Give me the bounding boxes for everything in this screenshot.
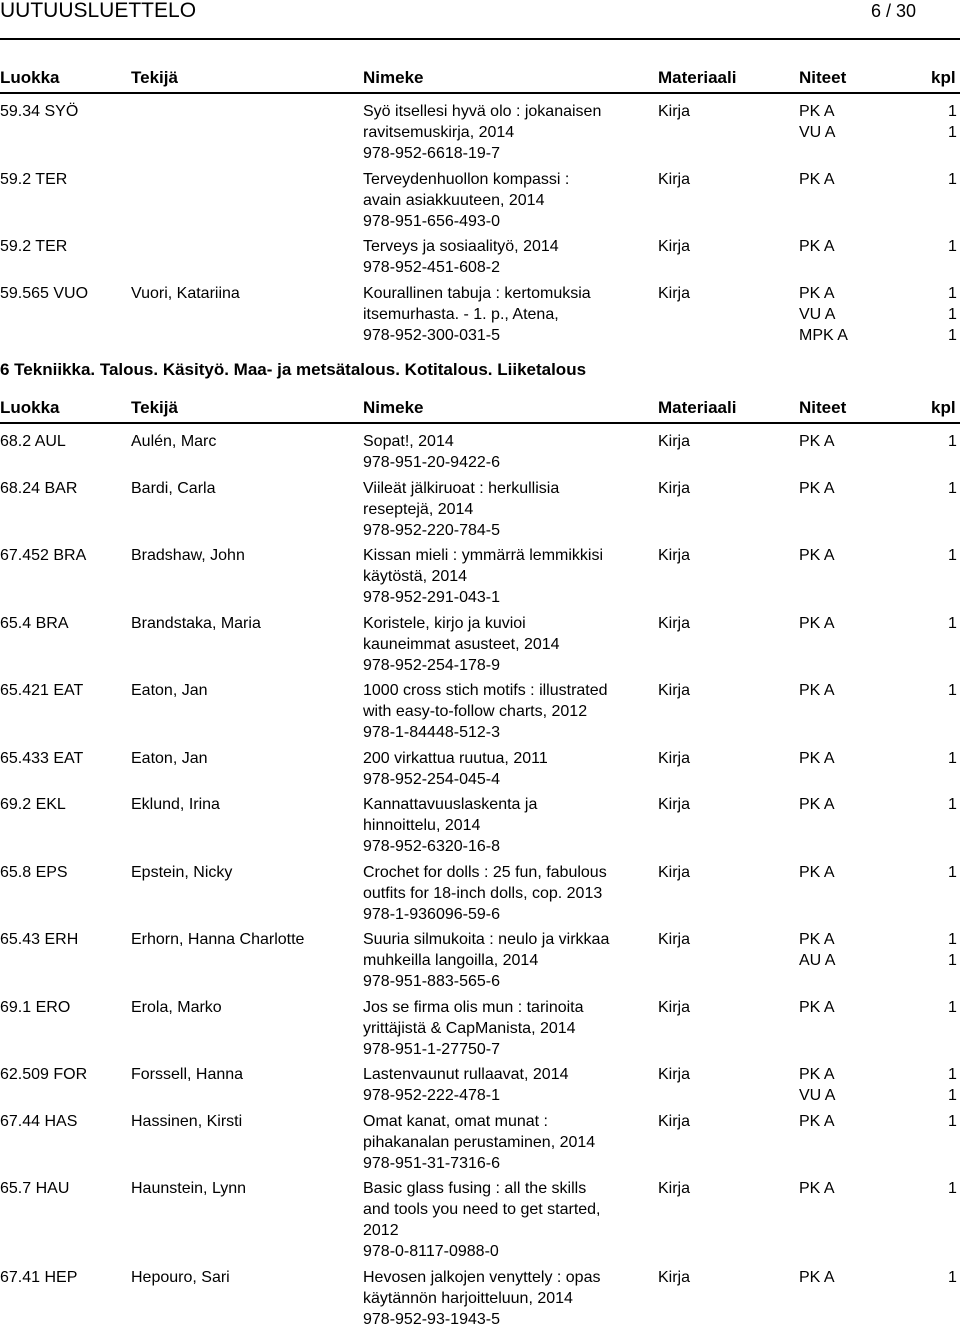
table-row bbox=[0, 613, 960, 681]
nimeke-line: Kannattavuuslaskenta ja bbox=[363, 794, 653, 815]
table-row bbox=[0, 478, 960, 546]
niteet-line: PK A bbox=[799, 283, 848, 304]
table-row bbox=[0, 1064, 960, 1111]
nimeke-line: 978-0-8117-0988-0 bbox=[363, 1241, 653, 1262]
tekija-cell: Bardi, Carla bbox=[131, 478, 215, 499]
nimeke-line: 978-952-291-043-1 bbox=[363, 587, 653, 608]
nimeke-line: 978-951-1-27750-7 bbox=[363, 1039, 653, 1060]
nimeke-line: hinnoittelu, 2014 bbox=[363, 815, 653, 836]
column-header bbox=[0, 67, 960, 89]
nimeke-line: 978-952-6618-19-7 bbox=[363, 143, 653, 164]
kpl-cell bbox=[948, 929, 957, 971]
kpl-line: 1 bbox=[948, 862, 957, 883]
kpl-cell bbox=[948, 431, 957, 452]
tekija-cell: Forssell, Hanna bbox=[131, 1064, 243, 1085]
niteet-line: PK A bbox=[799, 431, 835, 452]
kpl-line: 1 bbox=[948, 236, 957, 257]
niteet-line: PK A bbox=[799, 169, 835, 190]
tekija-cell: Vuori, Katariina bbox=[131, 283, 240, 304]
nimeke-line: with easy-to-follow charts, 2012 bbox=[363, 701, 653, 722]
tekija-cell: Erhorn, Hanna Charlotte bbox=[131, 929, 304, 950]
kpl-line: 1 bbox=[948, 1111, 957, 1132]
nimeke-line: 978-951-20-9422-6 bbox=[363, 452, 653, 473]
luokka-cell: 62.509 FOR bbox=[0, 1064, 87, 1085]
tekija-cell: Bradshaw, John bbox=[131, 545, 245, 566]
luokka-cell: 65.4 BRA bbox=[0, 613, 68, 634]
materiaali-cell: Kirja bbox=[658, 236, 690, 257]
materiaali-cell: Kirja bbox=[658, 794, 690, 815]
kpl-cell bbox=[948, 1064, 957, 1106]
kpl-line: 1 bbox=[948, 1064, 957, 1085]
kpl-line: 1 bbox=[948, 478, 957, 499]
nimeke-line: ravitsemuskirja, 2014 bbox=[363, 122, 653, 143]
niteet-line: PK A bbox=[799, 794, 835, 815]
niteet-cell bbox=[799, 997, 835, 1018]
niteet-cell bbox=[799, 101, 835, 143]
luokka-cell: 67.452 BRA bbox=[0, 545, 86, 566]
nimeke-cell bbox=[363, 545, 653, 608]
nimeke-line: 978-952-222-478-1 bbox=[363, 1085, 653, 1106]
niteet-line: PK A bbox=[799, 1267, 835, 1288]
nimeke-line: 978-951-883-565-6 bbox=[363, 971, 653, 992]
tekija-cell: Eklund, Irina bbox=[131, 794, 220, 815]
kpl-line: 1 bbox=[948, 794, 957, 815]
nimeke-line: Omat kanat, omat munat : bbox=[363, 1111, 653, 1132]
niteet-cell bbox=[799, 794, 835, 815]
col-tekija: Tekijä bbox=[131, 67, 178, 89]
nimeke-cell bbox=[363, 1064, 653, 1106]
kpl-line: 1 bbox=[948, 748, 957, 769]
niteet-line: PK A bbox=[799, 101, 835, 122]
materiaali-cell: Kirja bbox=[658, 101, 690, 122]
kpl-line: 1 bbox=[948, 122, 957, 143]
table-row bbox=[0, 680, 960, 748]
niteet-line: VU A bbox=[799, 122, 835, 143]
nimeke-line: Basic glass fusing : all the skills bbox=[363, 1178, 653, 1199]
niteet-line: VU A bbox=[799, 1085, 835, 1106]
luokka-cell: 59.2 TER bbox=[0, 236, 67, 257]
col-niteet: Niteet bbox=[799, 397, 846, 419]
niteet-line: PK A bbox=[799, 997, 835, 1018]
niteet-cell bbox=[799, 862, 835, 883]
table-row bbox=[0, 169, 960, 237]
section-1-rows bbox=[0, 101, 960, 350]
nimeke-line: Suuria silmukoita : neulo ja virkkaa bbox=[363, 929, 653, 950]
nimeke-line: käytännön harjoitteluun, 2014 bbox=[363, 1288, 653, 1309]
niteet-cell bbox=[799, 1267, 835, 1288]
nimeke-line: 978-952-93-1943-5 bbox=[363, 1309, 653, 1330]
materiaali-cell: Kirja bbox=[658, 1267, 690, 1288]
nimeke-line: Crochet for dolls : 25 fun, fabulous bbox=[363, 862, 653, 883]
nimeke-line: 978-1-936096-59-6 bbox=[363, 904, 653, 925]
table-row bbox=[0, 283, 960, 351]
luokka-cell: 59.565 VUO bbox=[0, 283, 88, 304]
niteet-line: PK A bbox=[799, 748, 835, 769]
nimeke-line: 978-952-254-178-9 bbox=[363, 655, 653, 676]
table-row bbox=[0, 101, 960, 169]
niteet-cell bbox=[799, 478, 835, 499]
luokka-cell: 59.34 SYÖ bbox=[0, 101, 78, 122]
niteet-line: PK A bbox=[799, 929, 835, 950]
kpl-line: 1 bbox=[948, 929, 957, 950]
niteet-cell bbox=[799, 1178, 835, 1199]
table-row bbox=[0, 1111, 960, 1179]
nimeke-line: outfits for 18-inch dolls, cop. 2013 bbox=[363, 883, 653, 904]
niteet-line: PK A bbox=[799, 680, 835, 701]
niteet-cell bbox=[799, 545, 835, 566]
niteet-line: MPK A bbox=[799, 325, 848, 346]
kpl-line: 1 bbox=[948, 950, 957, 971]
nimeke-line: Syö itsellesi hyvä olo : jokanaisen bbox=[363, 101, 653, 122]
nimeke-line: 978-952-220-784-5 bbox=[363, 520, 653, 541]
table-row bbox=[0, 997, 960, 1065]
col-kpl: kpl bbox=[931, 397, 956, 419]
nimeke-cell bbox=[363, 997, 653, 1060]
nimeke-line: 978-952-6320-16-8 bbox=[363, 836, 653, 857]
materiaali-cell: Kirja bbox=[658, 1178, 690, 1199]
header-divider bbox=[0, 92, 960, 94]
col-materiaali: Materiaali bbox=[658, 67, 736, 89]
header-divider bbox=[0, 422, 960, 424]
col-niteet: Niteet bbox=[799, 67, 846, 89]
kpl-line: 1 bbox=[948, 1267, 957, 1288]
kpl-cell bbox=[948, 748, 957, 769]
nimeke-line: 978-951-656-493-0 bbox=[363, 211, 653, 232]
tekija-cell: Haunstein, Lynn bbox=[131, 1178, 246, 1199]
nimeke-line: 2012 bbox=[363, 1220, 653, 1241]
nimeke-cell bbox=[363, 236, 653, 278]
kpl-line: 1 bbox=[948, 1085, 957, 1106]
nimeke-line: 978-952-300-031-5 bbox=[363, 325, 653, 346]
niteet-line: PK A bbox=[799, 613, 835, 634]
col-nimeke: Nimeke bbox=[363, 67, 423, 89]
col-luokka: Luokka bbox=[0, 397, 60, 419]
niteet-cell bbox=[799, 169, 835, 190]
nimeke-line: 978-952-254-045-4 bbox=[363, 769, 653, 790]
nimeke-cell bbox=[363, 101, 653, 164]
materiaali-cell: Kirja bbox=[658, 997, 690, 1018]
luokka-cell: 69.2 EKL bbox=[0, 794, 66, 815]
kpl-cell bbox=[948, 680, 957, 701]
luokka-cell: 65.43 ERH bbox=[0, 929, 78, 950]
table-row bbox=[0, 431, 960, 478]
materiaali-cell: Kirja bbox=[658, 545, 690, 566]
kpl-cell bbox=[948, 236, 957, 257]
nimeke-line: Kourallinen tabuja : kertomuksia bbox=[363, 283, 653, 304]
kpl-cell bbox=[948, 101, 957, 143]
niteet-line: PK A bbox=[799, 862, 835, 883]
kpl-line: 1 bbox=[948, 283, 957, 304]
section-heading: 6 Tekniikka. Talous. Käsityö. Maa- ja metsätalous. Kotitalous. Liiketalous bbox=[0, 358, 586, 382]
nimeke-cell bbox=[363, 1111, 653, 1174]
col-luokka: Luokka bbox=[0, 67, 60, 89]
page-number: 6 / 30 bbox=[871, 1, 916, 21]
kpl-cell bbox=[948, 794, 957, 815]
table-row bbox=[0, 1267, 960, 1334]
nimeke-line: reseptejä, 2014 bbox=[363, 499, 653, 520]
nimeke-cell bbox=[363, 794, 653, 857]
nimeke-line: muhkeilla langoilla, 2014 bbox=[363, 950, 653, 971]
kpl-cell bbox=[948, 613, 957, 634]
niteet-cell bbox=[799, 613, 835, 634]
nimeke-cell bbox=[363, 929, 653, 992]
niteet-cell bbox=[799, 431, 835, 452]
nimeke-line: Jos se firma olis mun : tarinoita bbox=[363, 997, 653, 1018]
nimeke-line: kauneimmat asusteet, 2014 bbox=[363, 634, 653, 655]
luokka-cell: 68.2 AUL bbox=[0, 431, 66, 452]
tekija-cell: Eaton, Jan bbox=[131, 680, 208, 701]
materiaali-cell: Kirja bbox=[658, 613, 690, 634]
kpl-cell bbox=[948, 997, 957, 1018]
niteet-cell bbox=[799, 748, 835, 769]
nimeke-cell bbox=[363, 1267, 653, 1330]
nimeke-cell bbox=[363, 1178, 653, 1262]
nimeke-cell bbox=[363, 680, 653, 743]
luokka-cell: 67.44 HAS bbox=[0, 1111, 77, 1132]
col-nimeke: Nimeke bbox=[363, 397, 423, 419]
nimeke-line: Hevosen jalkojen venyttely : opas bbox=[363, 1267, 653, 1288]
materiaali-cell: Kirja bbox=[658, 1111, 690, 1132]
table-row bbox=[0, 236, 960, 283]
materiaali-cell: Kirja bbox=[658, 929, 690, 950]
kpl-line: 1 bbox=[948, 545, 957, 566]
kpl-cell bbox=[948, 1178, 957, 1199]
tekija-cell: Hassinen, Kirsti bbox=[131, 1111, 242, 1132]
niteet-cell bbox=[799, 1111, 835, 1132]
materiaali-cell: Kirja bbox=[658, 431, 690, 452]
nimeke-line: Kissan mieli : ymmärrä lemmikkisi bbox=[363, 545, 653, 566]
kpl-line: 1 bbox=[948, 169, 957, 190]
nimeke-line: Viileät jälkiruoat : herkullisia bbox=[363, 478, 653, 499]
nimeke-cell bbox=[363, 478, 653, 541]
tekija-cell: Hepouro, Sari bbox=[131, 1267, 230, 1288]
nimeke-line: Terveys ja sosiaalityö, 2014 bbox=[363, 236, 653, 257]
kpl-cell bbox=[948, 283, 957, 346]
nimeke-line: Sopat!, 2014 bbox=[363, 431, 653, 452]
materiaali-cell: Kirja bbox=[658, 283, 690, 304]
luokka-cell: 67.41 HEP bbox=[0, 1267, 77, 1288]
niteet-line: PK A bbox=[799, 545, 835, 566]
kpl-cell bbox=[948, 862, 957, 883]
kpl-cell bbox=[948, 478, 957, 499]
nimeke-line: Terveydenhuollon kompassi : bbox=[363, 169, 653, 190]
tekija-cell: Eaton, Jan bbox=[131, 748, 208, 769]
kpl-line: 1 bbox=[948, 997, 957, 1018]
materiaali-cell: Kirja bbox=[658, 1064, 690, 1085]
nimeke-line: pihakanalan perustaminen, 2014 bbox=[363, 1132, 653, 1153]
nimeke-line: 1000 cross stich motifs : illustrated bbox=[363, 680, 653, 701]
tekija-cell: Aulén, Marc bbox=[131, 431, 216, 452]
tekija-cell: Brandstaka, Maria bbox=[131, 613, 261, 634]
nimeke-cell bbox=[363, 431, 653, 473]
nimeke-cell bbox=[363, 169, 653, 232]
section-2-rows bbox=[0, 431, 960, 1334]
nimeke-line: yrittäjistä & CapManista, 2014 bbox=[363, 1018, 653, 1039]
table-row bbox=[0, 748, 960, 795]
niteet-line: PK A bbox=[799, 236, 835, 257]
luokka-cell: 65.421 EAT bbox=[0, 680, 83, 701]
niteet-cell bbox=[799, 929, 835, 971]
niteet-line: AU A bbox=[799, 950, 835, 971]
column-header bbox=[0, 397, 960, 419]
materiaali-cell: Kirja bbox=[658, 862, 690, 883]
kpl-line: 1 bbox=[948, 613, 957, 634]
kpl-cell bbox=[948, 169, 957, 190]
col-tekija: Tekijä bbox=[131, 397, 178, 419]
table-row bbox=[0, 929, 960, 997]
table-row bbox=[0, 1178, 960, 1267]
niteet-cell bbox=[799, 680, 835, 701]
kpl-cell bbox=[948, 1267, 957, 1288]
luokka-cell: 65.7 HAU bbox=[0, 1178, 69, 1199]
materiaali-cell: Kirja bbox=[658, 748, 690, 769]
kpl-cell bbox=[948, 545, 957, 566]
nimeke-line: Koristele, kirjo ja kuvioi bbox=[363, 613, 653, 634]
col-kpl: kpl bbox=[931, 67, 956, 89]
niteet-line: PK A bbox=[799, 478, 835, 499]
luokka-cell: 59.2 TER bbox=[0, 169, 67, 190]
nimeke-cell bbox=[363, 283, 653, 346]
kpl-line: 1 bbox=[948, 101, 957, 122]
niteet-line: PK A bbox=[799, 1178, 835, 1199]
niteet-cell bbox=[799, 236, 835, 257]
materiaali-cell: Kirja bbox=[658, 478, 690, 499]
nimeke-line: käytöstä, 2014 bbox=[363, 566, 653, 587]
nimeke-line: 978-952-451-608-2 bbox=[363, 257, 653, 278]
niteet-cell bbox=[799, 1064, 835, 1106]
niteet-line: PK A bbox=[799, 1111, 835, 1132]
luokka-cell: 65.433 EAT bbox=[0, 748, 83, 769]
niteet-cell bbox=[799, 283, 848, 346]
kpl-line: 1 bbox=[948, 304, 957, 325]
table-row bbox=[0, 862, 960, 930]
nimeke-line: 200 virkattua ruutua, 2011 bbox=[363, 748, 653, 769]
tekija-cell: Epstein, Nicky bbox=[131, 862, 232, 883]
luokka-cell: 65.8 EPS bbox=[0, 862, 68, 883]
nimeke-line: and tools you need to get started, bbox=[363, 1199, 653, 1220]
page-title: UUTUUSLUETTELO bbox=[0, 0, 196, 22]
nimeke-line: 978-1-84448-512-3 bbox=[363, 722, 653, 743]
niteet-line: VU A bbox=[799, 304, 848, 325]
nimeke-cell bbox=[363, 613, 653, 676]
table-row bbox=[0, 794, 960, 862]
nimeke-line: 978-951-31-7316-6 bbox=[363, 1153, 653, 1174]
nimeke-line: Lastenvaunut rullaavat, 2014 bbox=[363, 1064, 653, 1085]
table-row bbox=[0, 545, 960, 613]
materiaali-cell: Kirja bbox=[658, 169, 690, 190]
luokka-cell: 69.1 ERO bbox=[0, 997, 70, 1018]
nimeke-cell bbox=[363, 748, 653, 790]
nimeke-cell bbox=[363, 862, 653, 925]
nimeke-line: itsemurhasta. - 1. p., Atena, bbox=[363, 304, 653, 325]
nimeke-line: avain asiakkuuteen, 2014 bbox=[363, 190, 653, 211]
col-materiaali: Materiaali bbox=[658, 397, 736, 419]
kpl-cell bbox=[948, 1111, 957, 1132]
kpl-line: 1 bbox=[948, 680, 957, 701]
kpl-line: 1 bbox=[948, 431, 957, 452]
tekija-cell: Erola, Marko bbox=[131, 997, 222, 1018]
top-divider bbox=[0, 38, 960, 40]
luokka-cell: 68.24 BAR bbox=[0, 478, 77, 499]
materiaali-cell: Kirja bbox=[658, 680, 690, 701]
kpl-line: 1 bbox=[948, 1178, 957, 1199]
kpl-line: 1 bbox=[948, 325, 957, 346]
niteet-line: PK A bbox=[799, 1064, 835, 1085]
